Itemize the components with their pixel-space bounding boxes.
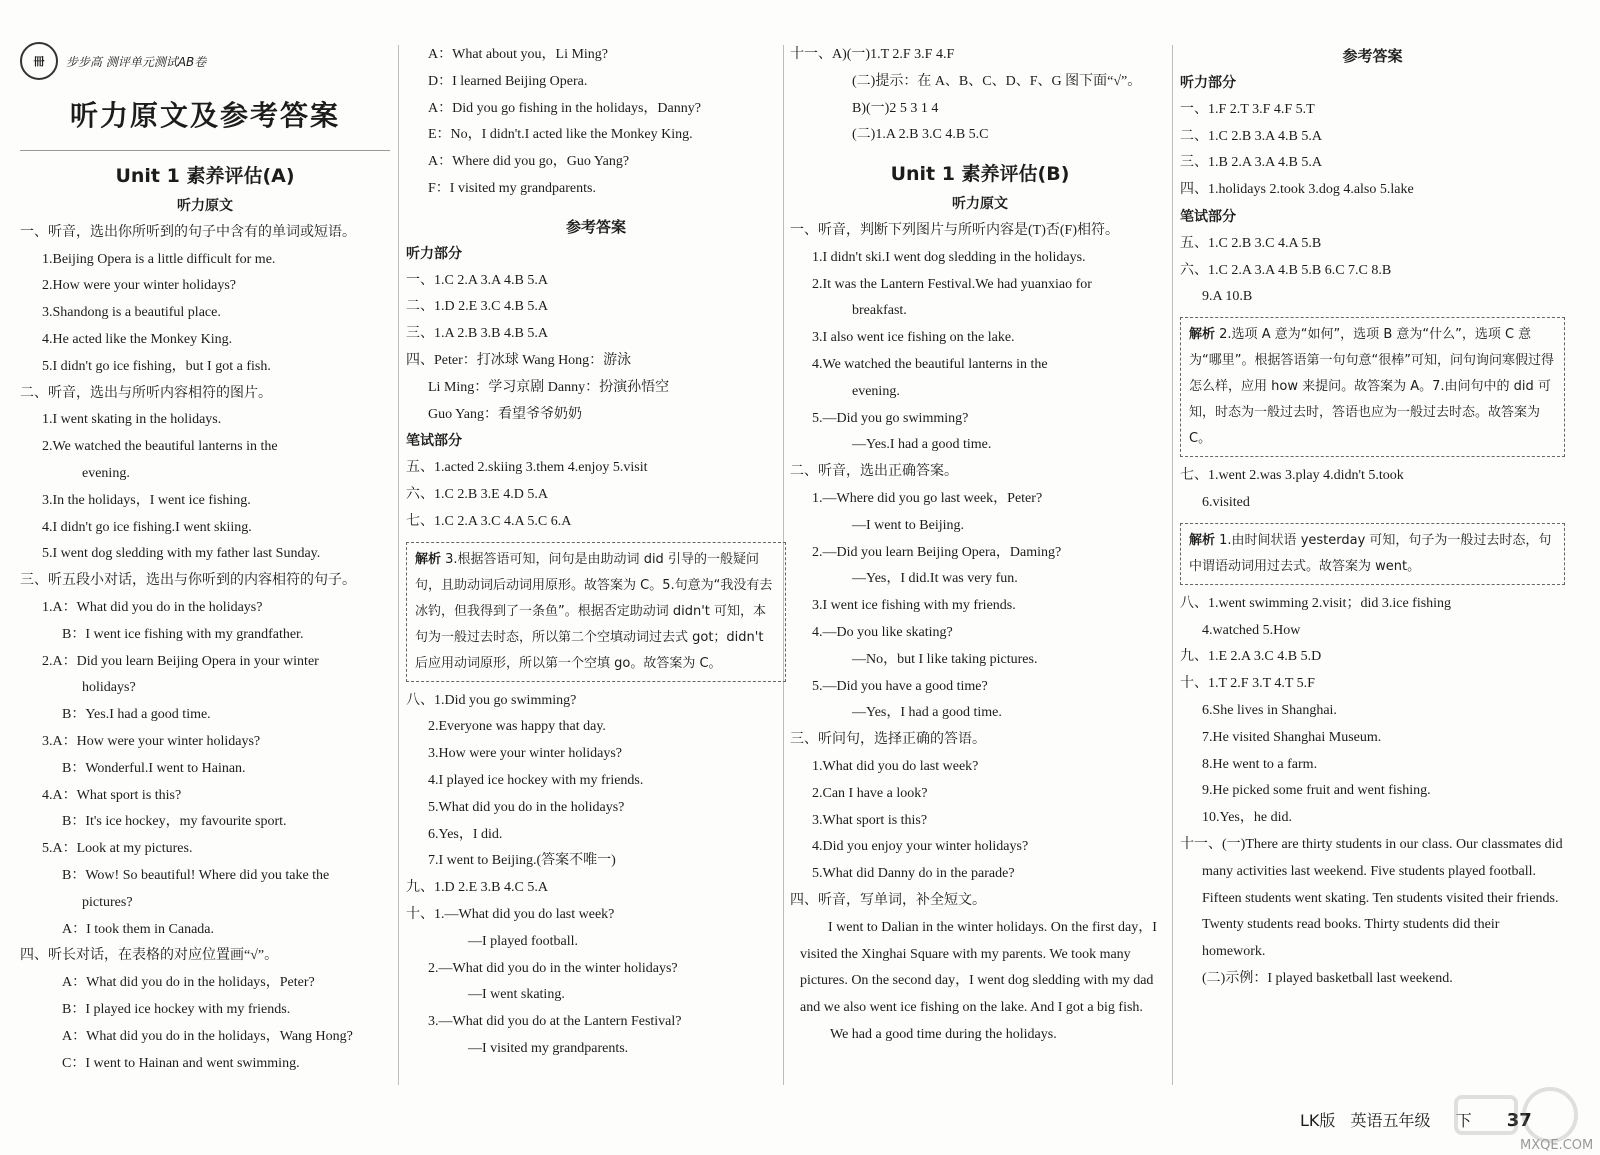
text-line: 6.She lives in Shanghai. [1202, 702, 1337, 718]
note-text: 1.由时间状语 yesterday 可知，句子为一般过去时态，句中谓语动词用过去式。故答案为 went。 [1189, 532, 1552, 574]
listening-answers [1180, 97, 1565, 204]
text-line: 4.A：What sport is this? [42, 787, 182, 803]
text-line: 9.He picked some fruit and went fishing. [1202, 783, 1431, 799]
text-line: A：Did you go fishing in the holidays，Danny? [428, 100, 701, 116]
answers-title: 参考答案 [1342, 47, 1403, 65]
edition: LK版 [1300, 1111, 1336, 1130]
unit-title-b: Unit 1 素养评估(B) [890, 163, 1070, 186]
text-line: 2.—Did you learn Beijing Opera，Daming? [812, 544, 1062, 560]
text-line: A：What about you，Li Ming? [428, 47, 609, 62]
text-line: 3.—What did you do at the Lantern Festival? [428, 1014, 682, 1030]
column-2 [406, 42, 786, 1063]
writing-answers [406, 455, 786, 535]
listening-title: 听力部分 [1180, 75, 1236, 91]
text-line: B：Yes.I had a good time. [62, 707, 211, 723]
writing-answers [1180, 231, 1565, 311]
subject: 英语五年级 [1350, 1111, 1431, 1130]
text-line: 十、1.T 2.F 3.T 4.T 5.F [1180, 676, 1315, 692]
text-line: 3.In the holidays，I went ice fishing. [42, 492, 251, 508]
text-line: 4.I played ice hockey with my friends. [428, 772, 644, 788]
watermark-logo [1450, 1085, 1590, 1145]
text-line: 四、Peter：打冰球 Wang Hong：游泳 [406, 352, 632, 368]
column-divider [398, 45, 399, 1085]
text-line: 1.I went skating in the holidays. [42, 412, 222, 428]
text-line: 3.Shandong is a beautiful place. [42, 305, 221, 321]
text-line: 5.I didn't go ice fishing，but I got a fish. [42, 358, 271, 374]
analysis-note [1180, 523, 1565, 585]
analysis-note [406, 542, 786, 682]
series-name: 步步高 测评单元测试AB卷 [66, 54, 207, 69]
text-line: evening. [852, 383, 900, 399]
text-line: 七、1.C 2.A 3.C 4.A 5.C 6.A [406, 513, 572, 529]
text-line: 六、1.C 2.A 3.A 4.B 5.B 6.C 7.C 8.B [1180, 262, 1392, 278]
column-4 [1180, 42, 1565, 993]
text-line: 2.How were your winter holidays? [42, 278, 237, 294]
text-line: B：I played ice hockey with my friends. [62, 1001, 291, 1017]
text-line: 八、1.went swimming 2.visit；did 3.ice fishing [1180, 595, 1452, 611]
analysis-note [1180, 317, 1565, 457]
text-line: —I played football. [468, 933, 579, 949]
page-number: 37 [1506, 1110, 1532, 1131]
text-line: 4.watched 5.How [1202, 622, 1301, 638]
text-line: 6.visited [1202, 494, 1250, 510]
text-line: —No，but I like taking pictures. [852, 651, 1038, 667]
text-line: 5.—Did you go swimming? [812, 410, 969, 426]
answers-eleven [790, 42, 1170, 149]
text-line: 3.A：How were your winter holidays? [42, 733, 261, 749]
text-line: 6.Yes，I did. [428, 826, 503, 842]
text-line: (二)1.A 2.B 3.C 4.B 5.C [852, 127, 989, 143]
text-line: 1.A：What did you do in the holidays? [42, 599, 263, 615]
text-line: 1.Beijing Opera is a little difficult for me. [42, 251, 276, 267]
text-line: 2.Everyone was happy that day. [428, 719, 606, 735]
volume: 下 [1455, 1111, 1472, 1130]
text-line: B：It's ice hockey，my favourite sport. [62, 814, 287, 830]
text-line: 2.We watched the beautiful lanterns in the [42, 439, 278, 455]
emblem-icon: 冊 [20, 42, 58, 80]
text-line: A：What did you do in the holidays，Peter? [62, 975, 315, 991]
text-line: 二、听音，选出正确答案。 [790, 464, 958, 480]
text-line: A：Where did you go，Guo Yang? [428, 154, 630, 170]
answers-title: 参考答案 [565, 217, 626, 236]
text-line: 2.—What did you do in the winter holidays? [428, 960, 678, 976]
text-line: 2.It was the Lantern Festival.We had yuanxiao for [812, 276, 1092, 292]
text-line: 一、听音，判断下列图片与所听内容是(T)否(F)相符。 [790, 222, 1119, 238]
text-line: 一、听音，选出你所听到的句子中含有的单词或短语。 [20, 224, 356, 240]
text-line: C：I went to Hainan and went swimming. [62, 1055, 300, 1071]
text-line: —Yes.I had a good time. [852, 437, 992, 453]
text-line: 三、听五段小对话，选出与你听到的内容相符的句子。 [20, 573, 356, 589]
text-line: 十、1.—What did you do last week? [406, 906, 615, 922]
column-divider [1172, 45, 1173, 1085]
note-label: 解析 [415, 551, 442, 567]
text-line: evening. [82, 465, 130, 481]
text-line: —I went to Beijing. [852, 517, 964, 533]
text-line: 5.A：Look at my pictures. [42, 841, 193, 857]
unit-title-a: Unit 1 素养评估(A) [115, 165, 295, 187]
transcript-a [20, 220, 390, 1078]
text-line: 3.I also went ice fishing on the lake. [812, 330, 1015, 346]
text-line: breakfast. [852, 303, 907, 319]
text-line: 五、1.acted 2.skiing 3.them 4.enjoy 5.visit [406, 460, 648, 476]
writing-title: 笔试部分 [1180, 208, 1236, 225]
passage-end: We had a good time during the holidays. [830, 1026, 1057, 1042]
text-line: B：I went ice fishing with my grandfather. [62, 626, 304, 642]
column-3 [790, 42, 1170, 1049]
sample-sentence: (二)示例：I played basketball last weekend. [1202, 970, 1453, 986]
text-line: 8.He went to a farm. [1202, 756, 1318, 772]
text-line: 9.A 10.B [1202, 289, 1253, 305]
text-line: —Yes，I did.It was very fun. [852, 571, 1018, 587]
text-line: —I went skating. [468, 987, 565, 1003]
text-line: 六、1.C 2.B 3.E 4.D 5.A [406, 486, 548, 502]
text-line: 1.What did you do last week? [812, 758, 979, 774]
text-line: —Yes，I had a good time. [852, 705, 1002, 721]
note-label: 解析 [1189, 327, 1216, 343]
text-line: 1.—Where did you go last week，Peter? [812, 490, 1043, 506]
transcript-continued [406, 42, 786, 203]
text-line: B：Wow! So beautiful! Where did you take the [62, 867, 330, 883]
text-line: 九、1.D 2.E 3.B 4.C 5.A [406, 880, 548, 896]
listening-title: 听力部分 [406, 245, 462, 262]
note-label: 解析 [1189, 532, 1216, 548]
text-line: A：I took them in Canada. [62, 921, 215, 937]
text-line: 10.Yes，he did. [1202, 810, 1292, 826]
note-text: 2.选项 A 意为“如何”，选项 B 意为“什么”，选项 C 意为“哪里”。根据答语第一句句意“很棒”可知，问句询问寒假过得怎么样，应用 how 来提问。故答案为 A。7.由问句中的 did 可知，时态为一般过去时，答语也应为一般过去时态。故答案为 C。 [1189, 327, 1554, 447]
page-title: 听力原文及参考答案 [69, 99, 340, 132]
text-line: 4.—Do you like skating? [812, 624, 953, 640]
column-1 [20, 42, 390, 1077]
passage: I went to Dalian in the winter holidays. On the first day，I visited the Xinghai Square with my parents. We took many pictures. On the second day，I went dog sledding with my dad and we also went ice fishing on the lake. And I got a big fish. [800, 919, 1157, 1016]
text-line: 5.What did Danny do in the parade? [812, 866, 1015, 882]
text-line: (二)提示：在 A、B、C、D、F、G 图下面“√”。 [852, 73, 1142, 89]
text-line: A：What did you do in the holidays，Wang Hong? [62, 1028, 353, 1044]
text-line: 1.I didn't ski.I went dog sledding in the holidays. [812, 249, 1086, 265]
text-line: 三、听问句，选择正确的答语。 [790, 732, 986, 748]
text-line: pictures? [82, 894, 133, 910]
text-line: 二、1.C 2.B 3.A 4.B 5.A [1180, 128, 1322, 144]
transcript-b [790, 218, 1170, 915]
text-line: 一、1.C 2.A 3.A 4.B 5.A [406, 272, 548, 288]
text-line: 2.Can I have a look? [812, 785, 928, 801]
text-line: 一、1.F 2.T 3.F 4.F 5.T [1180, 101, 1315, 117]
text-line: 九、1.E 2.A 3.C 4.B 5.D [1180, 649, 1322, 665]
text-line: 五、1.C 2.B 3.C 4.A 5.B [1180, 235, 1322, 251]
section-title: 听力原文 [177, 198, 233, 214]
text-line: 二、1.D 2.E 3.C 4.B 5.A [406, 299, 548, 315]
text-line: Guo Yang：看望爷爷奶奶 [428, 406, 583, 422]
text-line: 4.Did you enjoy your winter holidays? [812, 839, 1029, 855]
text-line: 二、听音，选出与所听内容相符的图片。 [20, 385, 272, 401]
note-text: 3.根据答语可知，问句是由助动词 did 引导的一般疑问句，且助动词后动词用原形。故答案为 C。5.句意为“我没有去冰钓，但我得到了一条鱼”。根据否定助动词 didn't 可知，本句为一般过去时态，所以第二个空填动词过去式 got；didn't 后应用动词原形，所以第一个空填 go。故答案为 C。 [415, 551, 773, 671]
text-line: 2.A：Did you learn Beijing Opera in your winter [42, 653, 319, 669]
text-line: 5.I went dog sledding with my father last Sunday. [42, 546, 321, 562]
watermark-text: MXQE.COM [1520, 1138, 1594, 1153]
text-line: D：I learned Beijing Opera. [428, 73, 588, 89]
header-block [20, 42, 390, 151]
text-line: 三、1.A 2.B 3.B 4.B 5.A [406, 326, 548, 342]
text-line: 4.We watched the beautiful lanterns in the [812, 356, 1048, 372]
text-line: 5.What did you do in the holidays? [428, 799, 625, 815]
text-line: 八、1.Did you go swimming? [406, 692, 577, 708]
text-line: —I visited my grandparents. [468, 1040, 629, 1056]
text-line: Li Ming：学习京剧 Danny：扮演孙悟空 [428, 379, 670, 395]
text-line: 四、1.holidays 2.took 3.dog 4.also 5.lake [1180, 182, 1414, 198]
passage: 十一、(一)There are thirty students in our class. Our classmates did many activities last weekend. Five students played football. Fifteen students went skating. Ten students visited their friends. Twenty students read books. Thirty students did their homework. [1180, 836, 1563, 960]
text-line: 四、听长对话，在表格的对应位置画“√”。 [20, 948, 279, 964]
text-line: 3.I went ice fishing with my friends. [812, 598, 1016, 614]
more-answers [406, 688, 786, 1063]
answers-eight-ten [1180, 591, 1565, 832]
text-line: B)(一)2 5 3 1 4 [852, 100, 939, 116]
text-line: B：Wonderful.I went to Hainan. [62, 760, 246, 776]
listening-answers [406, 268, 786, 429]
text-line: holidays? [82, 680, 136, 696]
answers-seven [1180, 463, 1565, 517]
text-line: E：No，I didn't.I acted like the Monkey King. [428, 127, 693, 143]
writing-title: 笔试部分 [406, 433, 462, 450]
text-line: 7.I went to Beijing.(答案不唯一) [428, 853, 616, 869]
text-line: 5.—Did you have a good time? [812, 678, 988, 694]
text-line: 3.What sport is this? [812, 812, 928, 828]
text-line: 7.He visited Shanghai Museum. [1202, 729, 1382, 745]
text-line: 4.He acted like the Monkey King. [42, 331, 233, 347]
text-line: 四、听音，写单词，补全短文。 [790, 892, 986, 908]
section-title: 听力原文 [952, 196, 1008, 213]
text-line: 3.How were your winter holidays? [428, 746, 623, 762]
text-line: F：I visited my grandparents. [428, 180, 596, 196]
text-line: 十一、A)(一)1.T 2.F 3.F 4.F [790, 47, 955, 62]
text-line: 4.I didn't go ice fishing.I went skiing. [42, 519, 252, 535]
text-line: 七、1.went 2.was 3.play 4.didn't 5.took [1180, 468, 1404, 484]
text-line: 三、1.B 2.A 3.A 4.B 5.A [1180, 155, 1322, 171]
